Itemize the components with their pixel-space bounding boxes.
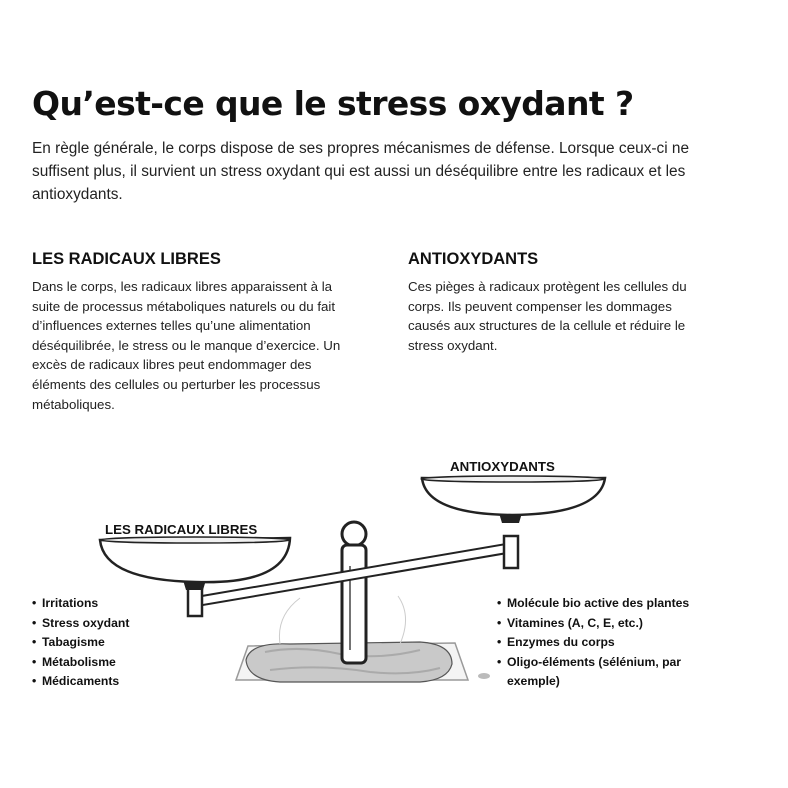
list-item: • Vitamines (A, C, E, etc.) xyxy=(497,614,727,634)
list-item: • Médicaments xyxy=(32,672,192,692)
free-radicals-heading: LES RADICAUX LIBRES xyxy=(32,250,221,268)
list-item: • Irritations xyxy=(32,594,192,614)
free-radicals-text: Dans le corps, les radicaux libres apparaissent à la suite de processus métaboliques naturels ou du fait d’influences externes telles qu’une alimentation déséquilibrée, le stress ou le manque d’exercice. Un excès de radicaux libres peut endommager des éléments des cellules ou perturber les processus métaboliques. xyxy=(32,279,341,412)
antioxidants-text: Ces pièges à radicaux protègent les cellules du corps. Ils peuvent compenser les dommages causés aux structures de la cellule et réduire le stress oxydant. xyxy=(408,279,687,353)
left-pan-label: LES RADICAUX LIBRES xyxy=(105,522,258,537)
list-item: • Métabolisme xyxy=(32,653,192,673)
list-item: • Stress oxydant xyxy=(32,614,192,634)
free-radical-factors-list xyxy=(32,594,192,692)
right-pan-label: ANTIOXYDANTS xyxy=(450,459,555,474)
list-item: • Enzymes du corps xyxy=(497,633,727,653)
antioxidants-heading: ANTIOXYDANTS xyxy=(408,250,539,268)
list-item: • Tabagisme xyxy=(32,633,192,653)
list-item: • Molécule bio active des plantes xyxy=(497,594,727,614)
scale-post xyxy=(342,522,366,663)
list-item: • Oligo-éléments (sélénium, par exemple) xyxy=(497,653,712,692)
page-title: Qu’est-ce que le stress oxydant ? xyxy=(32,84,634,123)
antioxidant-sources-list xyxy=(497,594,727,692)
intro-paragraph: En règle générale, le corps dispose de ses propres mécanismes de défense. Lorsque ceux-ci ne suffisent plus, il survient un stress oxydant qui est aussi un déséquilibre entre les radicaux et les antioxydants. xyxy=(32,140,690,203)
